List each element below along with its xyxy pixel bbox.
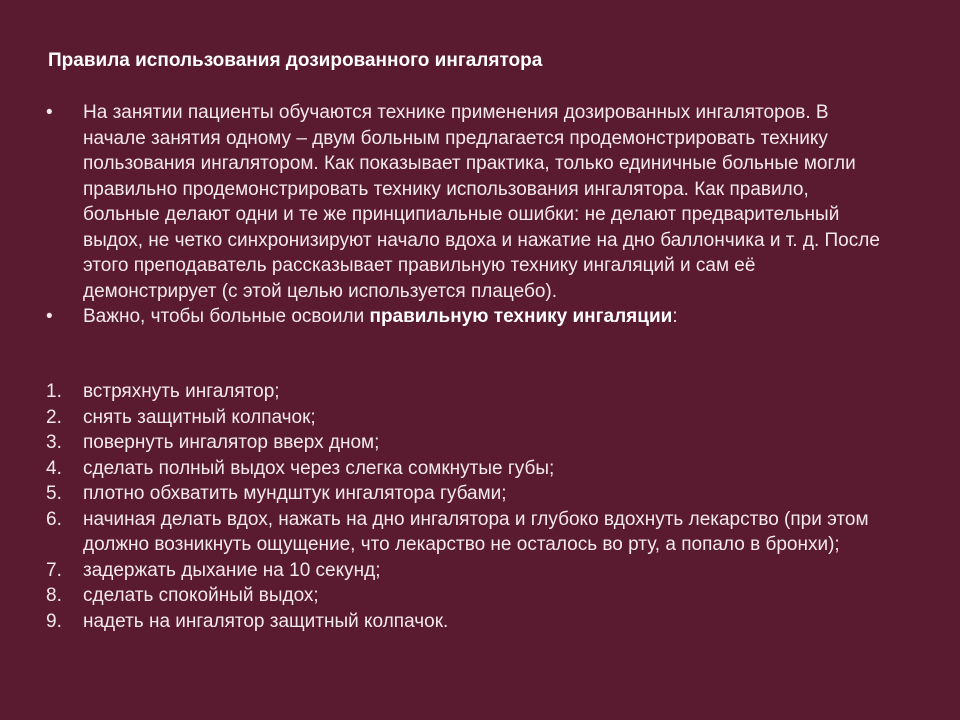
step-item bbox=[46, 379, 906, 405]
slide-title: Правила использования дозированного ингалятора bbox=[48, 50, 543, 71]
step-item bbox=[46, 507, 906, 558]
step-item bbox=[46, 583, 906, 609]
step-text: надеть на ингалятор защитный колпачок. bbox=[83, 610, 449, 632]
bullet-item bbox=[46, 100, 906, 304]
step-text: сделать спокойный выдох; bbox=[83, 585, 319, 606]
step-item bbox=[46, 609, 906, 635]
step-number: 5. bbox=[46, 483, 62, 504]
bullet-marker: • bbox=[46, 102, 53, 123]
steps-list bbox=[46, 379, 906, 634]
step-number: 2. bbox=[46, 406, 62, 428]
step-number: 8. bbox=[46, 585, 62, 606]
bullet-list bbox=[46, 100, 906, 330]
step-number: 9. bbox=[46, 610, 62, 632]
step-text: повернуть ингалятор вверх дном; bbox=[83, 432, 380, 453]
step-text: снять защитный колпачок; bbox=[83, 406, 316, 428]
step-number: 1. bbox=[46, 381, 62, 402]
step-number: 6. bbox=[46, 508, 62, 530]
step-text: задержать дыхание на 10 секунд; bbox=[83, 559, 381, 581]
step-text: начиная делать вдох, нажать на дно ингалятора и глубоко вдохнуть лекарство (при этом должно возникнуть ощущение, что лекарство не осталось во рту, а попало в бронхи); bbox=[83, 508, 869, 555]
step-item bbox=[46, 405, 906, 431]
bullet-text-emphasis: правильную технику ингаляции bbox=[369, 306, 673, 327]
bullet-text-training: На занятии пациенты обучаются технике применения дозированных ингаляторов. В начале занятия одному – двум больным предлагается продемонстрировать технику пользования ингалятором. Как показывает практика, только единичные больные могли правильно продемонстрировать технику использования ингалятора. Как правило, больные делают одни и те же принципиальные ошибки: не делают предварительный выдох, не четко синхронизируют начало вдоха и нажатие на дно баллончика и т. д. После этого преподаватель рассказывает правильную технику ингаляций и сам её демонстрирует (с этой целью используется плацебо). bbox=[83, 102, 880, 302]
step-item bbox=[46, 430, 906, 456]
step-number: 3. bbox=[46, 432, 62, 453]
bullet-text-suffix: : bbox=[672, 306, 678, 327]
step-text: плотно обхватить мундштук ингалятора губами; bbox=[83, 483, 507, 504]
bullet-text-prefix: Важно, чтобы больные освоили bbox=[83, 306, 370, 327]
bullet-item bbox=[46, 304, 906, 330]
step-item bbox=[46, 481, 906, 507]
step-number: 7. bbox=[46, 559, 62, 581]
step-number: 4. bbox=[46, 457, 62, 479]
step-text: встряхнуть ингалятор; bbox=[83, 381, 280, 402]
bullet-marker: • bbox=[46, 306, 53, 327]
step-text: сделать полный выдох через слегка сомкнутые губы; bbox=[83, 457, 555, 479]
step-item bbox=[46, 456, 906, 482]
bullet-text-important bbox=[83, 304, 883, 330]
step-item bbox=[46, 558, 906, 584]
